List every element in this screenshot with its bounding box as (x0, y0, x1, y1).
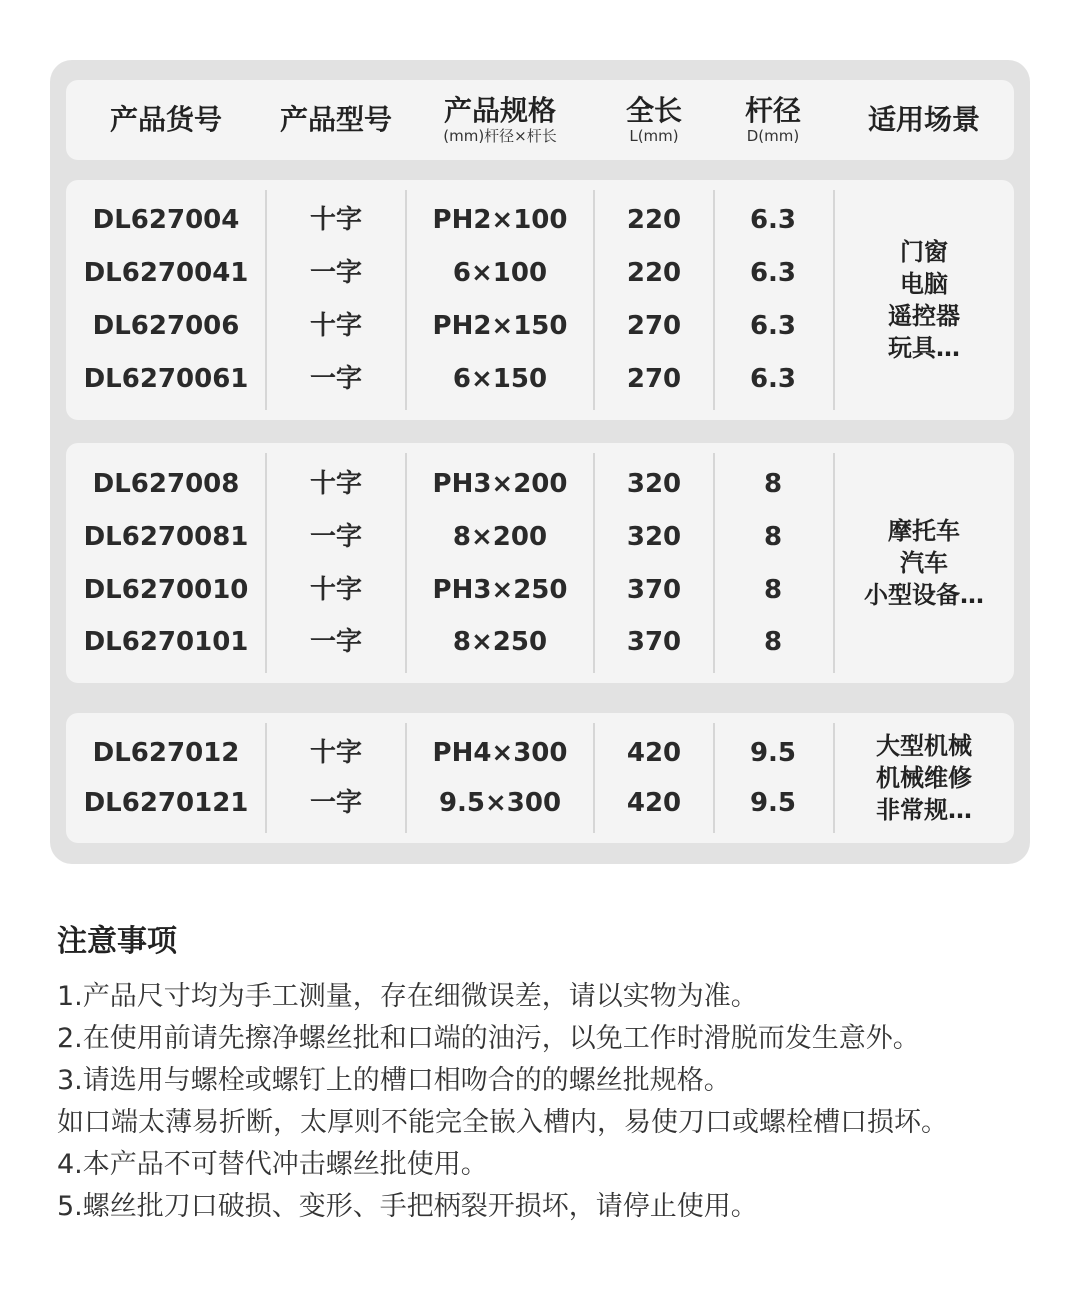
product-diameter: 8 (763, 469, 783, 499)
product-code: DL627012 (92, 738, 240, 768)
header-length (594, 80, 714, 160)
product-length: 370 (626, 575, 682, 605)
product-length: 320 (626, 522, 682, 552)
note-line: 如口端太薄易折断，太厚则不能完全嵌入槽内，易使刀口或螺栓槽口损坏。 (57, 1107, 948, 1138)
product-length: 420 (626, 788, 682, 818)
notes-title: 注意事项 (57, 924, 177, 959)
product-type: 十字 (309, 205, 362, 235)
note-line: 3.请选用与螺栓或螺钉上的槽口相吻合的的螺丝批规格。 (57, 1065, 731, 1096)
product-type: 一字 (309, 364, 362, 394)
product-type: 一字 (309, 788, 362, 818)
product-spec: PH3×250 (432, 575, 568, 605)
product-diameter: 6.3 (749, 258, 797, 288)
scene-item: 摩托车 (888, 517, 960, 545)
scene-list (834, 443, 1014, 683)
product-diameter: 8 (763, 627, 783, 657)
product-type: 十字 (309, 738, 362, 768)
header-length-unit: L(mm) (629, 127, 679, 145)
header-diameter-title: 杆径 (744, 94, 801, 127)
header-spec-unit: (mm)杆径×杆长 (443, 127, 557, 145)
header-diameter-unit: D(mm) (746, 127, 800, 145)
product-length: 420 (626, 738, 682, 768)
product-length: 220 (626, 258, 682, 288)
spec-table (50, 60, 1030, 864)
note-line: 4.本产品不可替代冲击螺丝批使用。 (57, 1149, 488, 1180)
header-model: 产品型号 (279, 103, 392, 136)
product-diameter: 6.3 (749, 205, 797, 235)
product-code: DL627008 (92, 469, 240, 499)
product-code: DL627006 (92, 311, 240, 341)
product-spec: 6×100 (452, 258, 548, 288)
scene-item: 小型设备… (864, 581, 984, 609)
product-spec: PH2×100 (432, 205, 568, 235)
product-code: DL6270041 (83, 258, 249, 288)
header-spec-title: 产品规格 (443, 94, 556, 127)
product-diameter: 6.3 (749, 364, 797, 394)
product-length: 270 (626, 364, 682, 394)
product-length: 270 (626, 311, 682, 341)
product-spec: PH3×200 (432, 469, 568, 499)
product-type: 十字 (309, 469, 362, 499)
note-line: 1.产品尺寸均为手工测量，存在细微误差，请以实物为准。 (57, 981, 758, 1012)
scene-list (834, 713, 1014, 843)
product-code: DL6270121 (83, 788, 249, 818)
product-spec: 6×150 (452, 364, 548, 394)
product-type: 一字 (309, 627, 362, 657)
product-code: DL6270101 (83, 627, 249, 657)
scene-item: 大型机械 (876, 732, 972, 760)
product-type: 一字 (309, 522, 362, 552)
product-length: 220 (626, 205, 682, 235)
note-line: 5.螺丝批刀口破损、变形、手把柄裂开损坏，请停止使用。 (57, 1191, 758, 1222)
product-diameter: 9.5 (749, 788, 797, 818)
header-scene: 适用场景 (867, 103, 980, 136)
scene-item: 电脑 (900, 270, 948, 298)
product-type: 一字 (309, 258, 362, 288)
note-line: 2.在使用前请先擦净螺丝批和口端的油污，以免工作时滑脱而发生意外。 (57, 1023, 920, 1054)
product-group-2 (66, 443, 1014, 683)
header-code: 产品货号 (109, 103, 222, 136)
product-spec: 8×200 (452, 522, 548, 552)
product-spec: 9.5×300 (438, 788, 562, 818)
scene-item: 门窗 (900, 238, 948, 266)
notes-list (57, 976, 1067, 1228)
product-group-3 (66, 713, 1014, 843)
product-code: DL6270010 (83, 575, 249, 605)
header-length-title: 全长 (625, 94, 682, 127)
product-type: 十字 (309, 311, 362, 341)
product-type: 十字 (309, 575, 362, 605)
product-code: DL627004 (92, 205, 240, 235)
scene-item: 汽车 (900, 549, 948, 577)
product-diameter: 9.5 (749, 738, 797, 768)
product-length: 320 (626, 469, 682, 499)
product-code: DL6270061 (83, 364, 249, 394)
product-spec: PH2×150 (432, 311, 568, 341)
product-spec: PH4×300 (432, 738, 568, 768)
product-code: DL6270081 (83, 522, 249, 552)
scene-item: 非常规… (876, 796, 972, 824)
header-diameter (714, 80, 832, 160)
product-diameter: 8 (763, 522, 783, 552)
scene-item: 遥控器 (888, 302, 960, 330)
product-length: 370 (626, 627, 682, 657)
scene-item: 玩具… (888, 334, 960, 362)
product-diameter: 8 (763, 575, 783, 605)
scene-list (834, 180, 1014, 420)
product-diameter: 6.3 (749, 311, 797, 341)
product-group-1 (66, 180, 1014, 420)
product-spec: 8×250 (452, 627, 548, 657)
header-spec (406, 80, 594, 160)
scene-item: 机械维修 (876, 764, 972, 792)
table-header (66, 80, 1014, 160)
